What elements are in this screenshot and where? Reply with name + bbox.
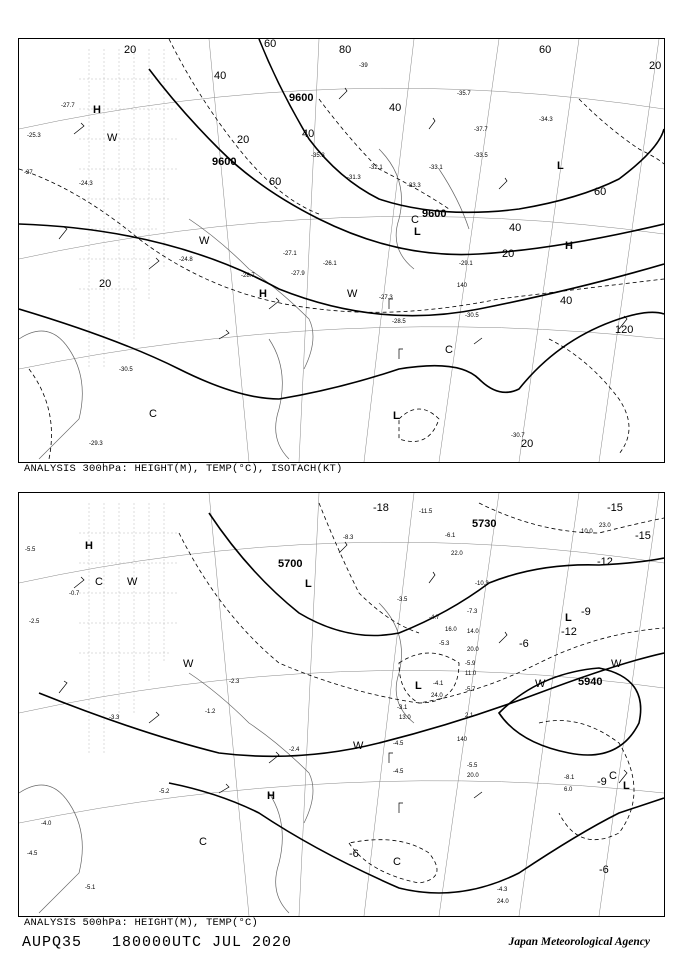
- station-temp: -3.5: [397, 597, 408, 603]
- station-temp: -37.7: [474, 127, 488, 133]
- station-temp: -4.3: [497, 887, 508, 893]
- isotach-label: 40: [560, 295, 573, 307]
- isotach-label: 80: [339, 44, 352, 56]
- station-temp: -2.4: [289, 747, 300, 753]
- station-temp: -30.5: [119, 367, 133, 373]
- warm-center: W: [127, 576, 138, 588]
- dewpoint-depression: 11.0: [465, 671, 477, 677]
- isotherm-label: -12: [561, 626, 577, 638]
- longitude-label: 140: [457, 283, 468, 289]
- high-center: H: [565, 240, 573, 252]
- coastlines: [19, 603, 414, 913]
- station-temp: -4.7: [429, 615, 440, 621]
- station-temp: -27.1: [283, 251, 297, 257]
- low-center: L: [414, 226, 421, 238]
- caption-500hpa: ANALYSIS 500hPa: HEIGHT(M), TEMP(°C): [24, 917, 259, 929]
- chart-id: AUPQ35: [22, 934, 83, 951]
- station-temp: -34.3: [539, 117, 553, 123]
- station-temp: -27: [24, 170, 33, 176]
- agency-credit: Japan Meteorological Agency: [508, 936, 650, 948]
- station-temp: -33.1: [429, 165, 443, 171]
- isotach-label: 60: [539, 44, 552, 56]
- dewpoint-depression: 20.0: [467, 647, 479, 653]
- height-label: 9600: [289, 92, 314, 104]
- isotherm-label: -12: [597, 556, 613, 568]
- isotherm-label: -15: [635, 530, 651, 542]
- isotherm-label: -15: [607, 502, 623, 514]
- dewpoint-depression: 20.0: [467, 773, 479, 779]
- cold-center: C: [149, 408, 157, 420]
- cold-center: C: [199, 836, 207, 848]
- dewpoint-depression: 23.0: [599, 523, 611, 529]
- isotach-label: 40: [214, 70, 227, 82]
- station-temp: -24.3: [79, 181, 93, 187]
- wind-barbs: [59, 88, 627, 359]
- station-temp: -6.1: [445, 533, 456, 539]
- cold-center: C: [411, 214, 419, 226]
- isotach-label: 20: [99, 278, 112, 290]
- cold-center: C: [393, 856, 401, 868]
- height-label: 9600: [422, 208, 447, 220]
- height-label: 5940: [578, 676, 603, 688]
- isotach-label: 60: [594, 186, 607, 198]
- height-labels: [212, 92, 446, 220]
- high-center: H: [267, 790, 275, 802]
- warm-center: W: [199, 235, 210, 247]
- caption-300hpa: ANALYSIS 300hPa: HEIGHT(M), TEMP(°C), ISOTACH(KT): [24, 463, 343, 475]
- dewpoint-depression: 14.0: [467, 629, 479, 635]
- station-temp: -5.1: [85, 885, 96, 891]
- isotherm-label: -6: [519, 638, 529, 650]
- station-temp: -29.1: [459, 261, 473, 267]
- station-temp: -4.1: [433, 681, 444, 687]
- isotach-label: 120: [615, 324, 634, 336]
- station-temp: -5.3: [439, 641, 450, 647]
- station-temp: -32.1: [369, 165, 383, 171]
- height-label: 5700: [278, 558, 303, 570]
- warm-center: W: [611, 658, 622, 670]
- isotach-label: 40: [302, 128, 315, 140]
- station-temp: -3.3: [109, 715, 120, 721]
- station-temp: -29.3: [89, 441, 103, 447]
- warm-center: W: [535, 678, 546, 690]
- station-temp: -11.5: [419, 509, 433, 515]
- station-temp: -28.5: [392, 319, 406, 325]
- cold-center: C: [95, 576, 103, 588]
- dewpoint-depression: 16.0: [445, 627, 457, 633]
- station-temp: -30.5: [465, 313, 479, 319]
- analysis-300hpa-map: [18, 38, 665, 463]
- isotach-label: 20: [502, 248, 515, 260]
- station-temp: -10.3: [475, 581, 489, 587]
- isotach-label: 20: [124, 44, 137, 56]
- station-temp: -5.5: [467, 763, 478, 769]
- warm-center: W: [183, 658, 194, 670]
- station-temp: -4.5: [393, 769, 404, 775]
- station-temp: -4.5: [27, 851, 38, 857]
- hatched-region: [79, 49, 179, 369]
- hatched-region: [79, 503, 179, 753]
- station-temp: -27.3: [379, 295, 393, 301]
- station-temp: -30.7: [511, 433, 525, 439]
- station-temp: -33.5: [474, 153, 488, 159]
- isotach-label: 40: [389, 102, 402, 114]
- low-center: L: [623, 780, 630, 792]
- warm-center: W: [107, 132, 118, 144]
- height-label: 9600: [212, 156, 237, 168]
- isotach-label: 60: [269, 176, 282, 188]
- low-center: L: [565, 612, 572, 624]
- map-300hpa-canvas: [19, 39, 664, 462]
- warm-center: W: [353, 740, 364, 752]
- dewpoint-depression: 6.0: [564, 787, 573, 793]
- dewpoint-depression: 24.0: [497, 899, 509, 905]
- isotherms: [179, 503, 664, 883]
- station-temp: -25.3: [27, 133, 41, 139]
- station-temp: -27.9: [291, 271, 305, 277]
- low-center: L: [393, 410, 400, 422]
- isotherm-label: -9: [597, 776, 607, 788]
- isotach-label: 40: [509, 222, 522, 234]
- analysis-500hpa-map: [18, 492, 665, 917]
- isotach-label: 20: [237, 134, 250, 146]
- cold-center: C: [445, 344, 453, 356]
- low-center: L: [305, 578, 312, 590]
- height-label: 5730: [472, 518, 497, 530]
- station-temp: -2.5: [29, 619, 40, 625]
- station-temp: -3.1: [397, 705, 408, 711]
- station-temp: -4.5: [393, 741, 404, 747]
- height-contours: [19, 39, 664, 399]
- dewpoint-depression: 13.0: [399, 715, 411, 721]
- station-temp: -28.7: [241, 273, 255, 279]
- longitude-label: 140: [457, 737, 468, 743]
- dewpoint-depression: 22.0: [451, 551, 463, 557]
- isotach-label: 20: [649, 60, 662, 72]
- station-temp: -0.7: [69, 591, 80, 597]
- high-center: H: [259, 288, 267, 300]
- isotherm-label: -18: [373, 502, 389, 514]
- isotach-label: 60: [264, 39, 277, 50]
- station-temp: -2.3: [229, 679, 240, 685]
- isotherm-label: -6: [599, 864, 609, 876]
- station-temp: -4.0: [41, 821, 52, 827]
- station-temp: -24.8: [179, 257, 193, 263]
- station-temp: -5.5: [25, 547, 36, 553]
- station-temp: -31.3: [347, 175, 361, 181]
- valid-time: 180000UTC JUL 2020: [112, 934, 293, 951]
- station-temp: -35.7: [457, 91, 471, 97]
- station-temp: -33.3: [407, 183, 421, 189]
- dewpoint-depression: 2.1: [465, 713, 474, 719]
- dewpoint-depression: 24.0: [431, 693, 443, 699]
- station-temp: -1.2: [205, 709, 216, 715]
- station-temp: -5.7: [465, 687, 476, 693]
- station-temp: -8.3: [343, 535, 354, 541]
- chart-identifier: [22, 934, 292, 951]
- coastlines: [19, 149, 469, 459]
- low-center: L: [415, 680, 422, 692]
- isotherm-label: -9: [581, 606, 591, 618]
- high-center: H: [85, 540, 93, 552]
- cold-center: C: [609, 770, 617, 782]
- map-500hpa-canvas: [19, 493, 664, 916]
- station-temp: -39: [359, 63, 368, 69]
- warm-center: W: [347, 288, 358, 300]
- station-temp: -7.3: [467, 609, 478, 615]
- isotach-labels: [99, 39, 661, 450]
- height-contours: [39, 513, 664, 893]
- high-center: H: [93, 104, 101, 116]
- dewpoint-depression: 10.0: [581, 529, 593, 535]
- station-temp: -26.1: [323, 261, 337, 267]
- station-temp: -5.9: [465, 661, 476, 667]
- isotach-label: 20: [521, 438, 534, 450]
- station-temp: -8.1: [564, 775, 575, 781]
- station-temp: -5.2: [159, 789, 170, 795]
- isotherm-label: -6: [349, 848, 359, 860]
- low-center: L: [557, 160, 564, 172]
- station-temp: -27.7: [61, 103, 75, 109]
- station-temp: -35.3: [311, 153, 325, 159]
